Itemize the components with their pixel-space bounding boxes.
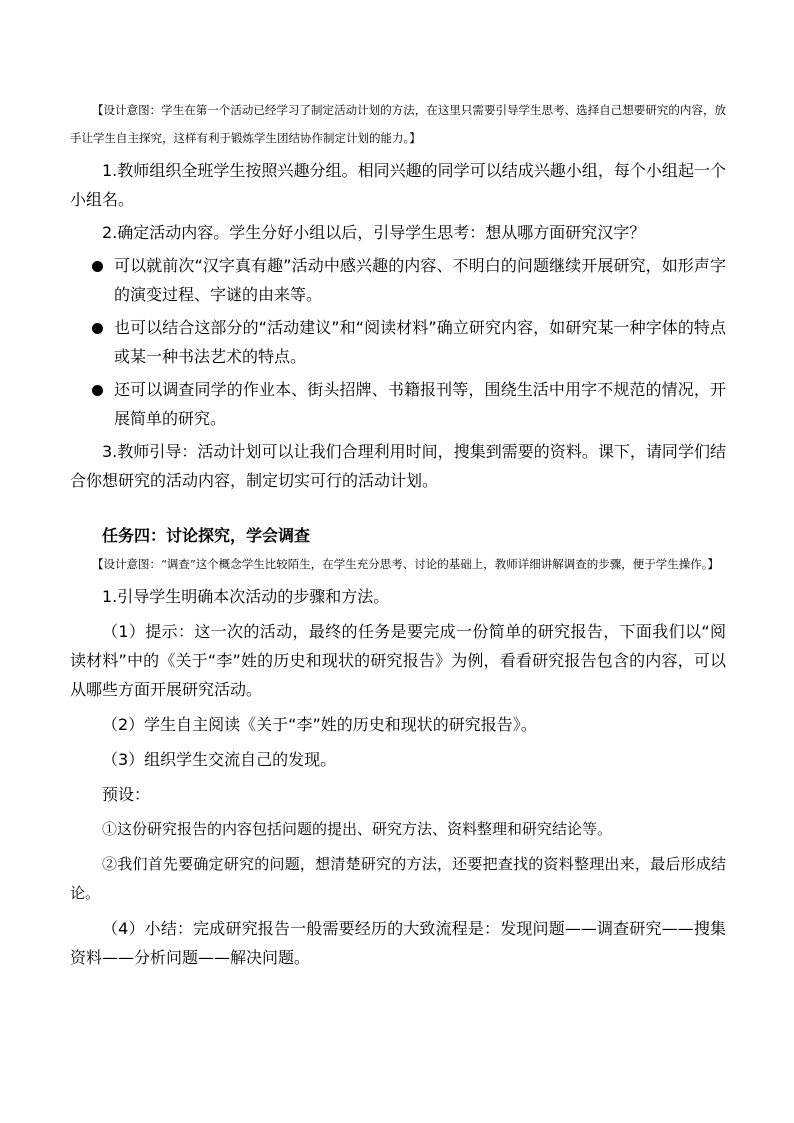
task-step-1-4: （4）小结：完成研究报告一般需要经历的大致流程是：发现问题——调查研究——搜集资料——分析问题——解决问题。	[70, 919, 726, 967]
bullet-item	[70, 375, 726, 433]
bullet-text: 可以就前次“汉字真有趣”活动中感兴趣的内容、不明白的问题继续开展研究，如形声字的演变过程、字谜的由来等。	[114, 256, 726, 304]
step-2-paragraph: 2.确定活动内容。学生分好小组以后，引导学生思考：想从哪方面研究汉字？	[102, 223, 646, 242]
preset-item-2: ②我们首先要确定研究的问题，想清楚研究的方法，还要把查找的资料整理出来，最后形成结论。	[70, 855, 726, 902]
task-step-1-2: （2）学生自主阅读《关于“李”姓的历史和现状的研究报告》。	[102, 715, 537, 734]
document-page	[70, 96, 726, 972]
bullet-dot-icon	[92, 261, 103, 272]
step-1-paragraph: 1.教师组织全班学生按照兴趣分组。相同兴趣的同学可以结成兴趣小组，每个小组起一个小组名。	[70, 161, 726, 209]
design-intent-note-2: 【设计意图：“调查”这个概念学生比较陌生，在学生充分思考、讨论的基础上，教师详细讲解调查的步骤，便于学生操作。】	[92, 557, 720, 571]
bullet-text: 也可以结合这部分的“活动建议”和“阅读材料”确立研究内容，如研究某一种字体的特点或某一种书法艺术的特点。	[114, 318, 726, 366]
bullet-item	[70, 313, 726, 371]
step-3-paragraph: 3.教师引导：活动计划可以让我们合理利用时间，搜集到需要的资料。课下，请同学们结合你想研究的活动内容，制定切实可行的活动计划。	[70, 442, 726, 490]
bullet-dot-icon	[92, 385, 103, 396]
bullet-item	[70, 251, 726, 309]
preset-label: 预设：	[102, 785, 151, 804]
preset-item-1: ①这份研究报告的内容包括问题的提出、研究方法、资料整理和研究结论等。	[102, 820, 613, 838]
bullet-dot-icon	[92, 323, 103, 334]
task-step-1-3: （3）组织学生交流自己的发现。	[102, 750, 337, 769]
task-step-1: 1.引导学生明确本次活动的步骤和方法。	[102, 587, 390, 606]
design-intent-note-1: 【设计意图：学生在第一个活动已经学习了制定活动计划的方法，在这里只需要引导学生思考、选择自己想要研究的内容，放手让学生自主探究，这样有利于锻炼学生团结协作制定计划的能力。】	[70, 103, 726, 145]
task-4-heading: 任务四：讨论探究，学会调查	[102, 526, 311, 545]
bullet-text: 还可以调查同学的作业本、街头招牌、书籍报刊等，围绕生活中用字不规范的情况，开展简单的研究。	[114, 380, 726, 428]
task-step-1-1: （1）提示：这一次的活动，最终的任务是要完成一份简单的研究报告，下面我们以“阅读材料”中的《关于“李”姓的历史和现状的研究报告》为例，看看研究报告包含的内容，可以从哪些方面开展研究活动。	[70, 622, 726, 699]
